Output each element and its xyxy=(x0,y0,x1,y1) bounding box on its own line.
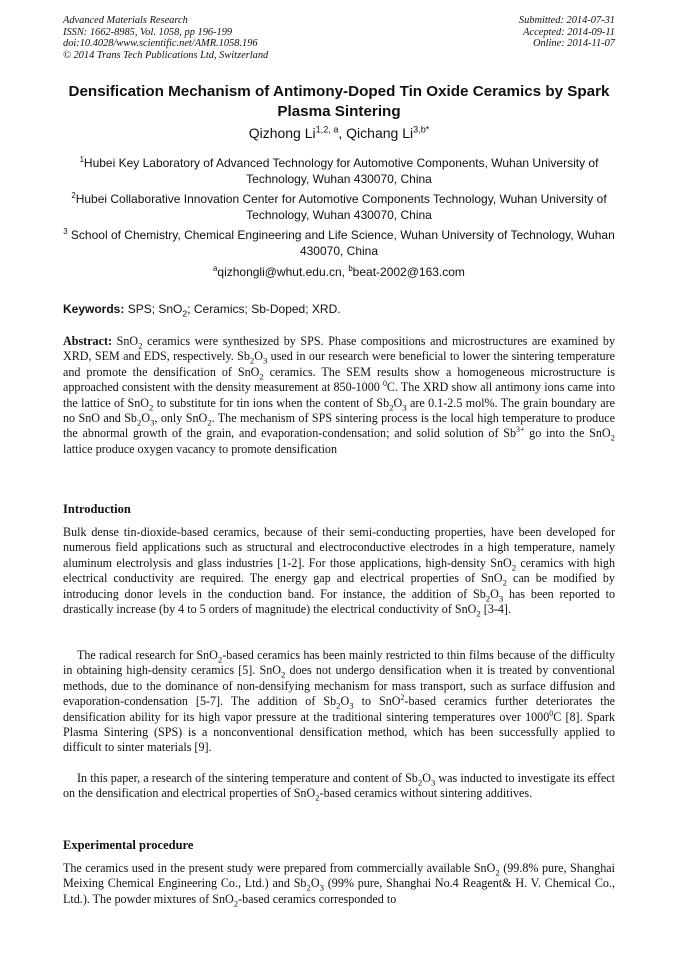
paper-title: Densification Mechanism of Antimony-Doped Tin Oxide Ceramics by Spark Plasma Sintering xyxy=(68,83,610,120)
chem-sub: 2 xyxy=(417,777,423,788)
chem-sup: 2 xyxy=(400,693,405,703)
introduction-paragraph-3 xyxy=(63,771,615,802)
chem-sub: 2 xyxy=(389,402,394,413)
chem-sub: 2 xyxy=(259,371,264,382)
affiliation-2-sup: 2 xyxy=(71,191,76,200)
journal-doi: doi:10.4028/www.scientific.net/AMR.1058.196 xyxy=(63,38,258,50)
chem-sub: 2 xyxy=(315,792,320,803)
journal-name: Advanced Materials Research xyxy=(63,15,188,26)
author-2-sup: 3,b* xyxy=(413,124,430,135)
chem-sub: 2 xyxy=(281,669,286,680)
abstract-frag: C. The XRD show all antimony ions came into the lattice of SnO xyxy=(63,380,615,410)
degree-sup: 0 xyxy=(549,708,554,718)
chem-sub: 2 xyxy=(136,417,142,428)
abstract-frag: SnO xyxy=(112,334,139,348)
author-1-sup: 1,2, a xyxy=(315,124,339,135)
affiliation-1-text: Hubei Key Laboratory of Advanced Technology for Automotive Components, Wuhan University of Technology, Wuhan 430070, China xyxy=(83,156,599,186)
submitted-date: Submitted: 2014-07-31 xyxy=(518,15,615,26)
chem-sub: 2 xyxy=(249,355,255,366)
chem-oxygen: O xyxy=(310,876,320,891)
ion-charge-sup: 3+ xyxy=(516,425,525,435)
exp-frag: -based ceramics corresponded to xyxy=(238,891,397,906)
exp-frag: The ceramics used in the present study were prepared from commercially available SnO xyxy=(63,861,496,875)
chem-oxygen: O xyxy=(490,586,499,601)
online-date: Online: 2014-11-07 xyxy=(532,38,615,50)
accepted-date: Accepted: 2014-09-11 xyxy=(523,26,615,38)
intro-frag: does not undergo densification when it is treated by conventional methods, due to the dominance of non-densifying mechanism for mass transport, such as surface diffusion and evaporation-condensation [5-7]. The addition of Sb xyxy=(63,663,616,709)
keywords-label: Keywords: xyxy=(63,302,125,316)
intro-frag: Bulk dense tin-dioxide-based ceramics, because of their semi-conducting properties, have been developed for numerous field applications such as structural and electroconductive electrodes in a high temperature, namely aluminum electrolysis and glass industries [1-2]. For those applications, high-density SnO xyxy=(63,525,615,570)
chem-sub: 2 xyxy=(476,608,481,619)
chem-sub: 2 xyxy=(233,898,239,909)
email-b-sup: b xyxy=(348,264,353,273)
chem-sub: 2 xyxy=(502,577,507,588)
abstract-label: Abstract: xyxy=(63,334,113,348)
intro-frag: [3-4]. xyxy=(480,602,511,617)
chem-sub: 2 xyxy=(148,402,154,413)
chem-sub: 2 xyxy=(138,340,143,351)
abstract-frag: go into the SnO xyxy=(524,426,611,441)
introduction-heading: Introduction xyxy=(63,502,131,516)
journal-issn: ISSN: 1662-8985, Vol. 1058, pp 196-199 xyxy=(63,26,233,38)
abstract-frag: ceramics. The SEM results show a homogeneous microstructure is approached consistent with the density measurement at 850-1000 xyxy=(63,364,615,395)
intro-frag: ceramics with high electrical conductivity are required. The energy gap and electrical properties of SnO xyxy=(63,555,615,586)
chem-sub: 3 xyxy=(402,402,407,413)
chem-sub: 2 xyxy=(485,593,491,604)
intro-frag: -based ceramics has been mainly restricted to thin films because of the difficulty in obtaining high-density ceramics [5]. SnO xyxy=(63,648,615,678)
chem-sub: 3 xyxy=(150,417,155,428)
chem-oxygen: O xyxy=(393,395,403,410)
email-a: qizhongli@whut.edu.cn xyxy=(217,265,342,279)
affiliation-2 xyxy=(63,192,615,223)
intro-frag: -based ceramics further deteriorates the densification ability for its high vapor pressure at the traditional sintering temperatures over 1000 xyxy=(63,694,615,724)
chem-sub: 2 xyxy=(336,700,341,711)
affiliation-3 xyxy=(63,228,615,259)
author-separator: , xyxy=(338,125,347,141)
chem-oxygen: O xyxy=(141,411,151,426)
abstract-frag: used in our research were beneficial to lower the sintering temperature and promote the densification of SnO xyxy=(63,349,615,379)
chem-oxygen: O xyxy=(340,694,350,709)
chem-sub: 2 xyxy=(217,654,223,665)
intro-frag: has been reported to drastically increase (by 4 to 5 orders of magnitude) the electrical conductivity of SnO xyxy=(63,586,615,617)
journal-header-right xyxy=(519,15,615,50)
intro-frag: -based ceramics without sintering additives. xyxy=(319,786,533,801)
affiliation-1-sup: 1 xyxy=(79,155,84,164)
abstract-frag: lattice produce oxygen vacancy to promote densification xyxy=(63,441,338,456)
author-2-name: Qichang Li xyxy=(346,125,414,141)
intro-frag: C [8]. Spark Plasma Sintering (SPS) is a nonconventional densification method, which has been successfully applied to difficult to sinter materials [9]. xyxy=(63,709,615,755)
intro-frag: The radical research for SnO xyxy=(77,648,218,662)
chem-oxygen: O xyxy=(422,771,431,785)
journal-copyright: © 2014 Trans Tech Publications Ltd, Switzerland xyxy=(63,49,269,61)
chem-sub: 2 xyxy=(511,562,517,573)
author-line xyxy=(63,125,615,141)
affiliation-3-sup: 3 xyxy=(63,227,68,236)
email-b: beat-2002@163.com xyxy=(352,265,465,279)
introduction-paragraph-1 xyxy=(63,525,615,617)
introduction-paragraph-2 xyxy=(63,648,615,756)
chem-sub: 3 xyxy=(430,777,436,788)
chem-sub: 3 xyxy=(319,882,324,893)
author-emails xyxy=(63,265,615,279)
abstract-frag: are 0.1-2.5 mol%. The grain boundary are no SnO and Sb xyxy=(63,395,615,426)
chem-oxygen: O xyxy=(254,349,263,364)
intro-frag: In this paper, a research of the sintering temperature and content of Sb xyxy=(77,771,418,785)
keywords xyxy=(63,302,615,319)
affiliation-2-text: Hubei Collaborative Innovation Center for Automotive Components Technology, Wuhan University of Technology, Wuhan 430070, China xyxy=(75,192,607,222)
affiliation-3-text: School of Chemistry, Chemical Engineering and Life Science, Wuhan University of Technology, Wuhan 430070, China xyxy=(67,228,615,258)
chem-sub: 3 xyxy=(262,355,268,366)
experimental-heading: Experimental procedure xyxy=(63,838,194,852)
chem-sub: 2 xyxy=(207,417,212,428)
degree-sup: 0 xyxy=(382,379,387,389)
author-1-name: Qizhong Li xyxy=(248,125,316,141)
abstract-frag: ceramics were synthesized by SPS. Phase compositions and microstructures are examined by XRD, SEM and EDS, respectively. Sb xyxy=(63,334,615,364)
chem-sub: 3 xyxy=(349,700,354,711)
chem-sub: 3 xyxy=(498,593,504,604)
affiliation-1 xyxy=(63,156,615,187)
keywords-text-2: ; Ceramics; Sb-Doped; XRD. xyxy=(187,302,341,316)
abstract-frag: to substitute for tin ions when the content of Sb xyxy=(153,395,390,410)
email-a-sup: a xyxy=(213,264,218,273)
exp-frag: (99% pure, Shanghai No.4 Reagent& H. V. Chemical Co., Ltd.). The powder mixtures of SnO xyxy=(63,876,615,906)
exp-frag: (99.8% pure, Shanghai Meixing Chemical Engineering Co., Ltd.) and Sb xyxy=(63,861,616,891)
journal-header-left xyxy=(63,15,268,61)
keywords-sub: 2 xyxy=(182,308,188,319)
abstract xyxy=(63,334,615,457)
email-separator: , xyxy=(341,265,349,279)
chem-sub: 2 xyxy=(306,882,311,893)
keywords-text-1: SPS; SnO xyxy=(124,302,183,316)
chem-sub: 2 xyxy=(610,432,615,443)
intro-frag: was inducted to investigate its effect on the densification and electrical properties of SnO xyxy=(63,771,615,801)
intro-frag: to SnO xyxy=(353,694,401,709)
experimental-paragraph-1 xyxy=(63,861,615,907)
intro-frag: can be modified by introducing donor levels in the conduction band. For instance, the addition of Sb xyxy=(63,571,615,601)
abstract-frag: . The mechanism of SPS sintering process is the local high temperature to produce the abnormal growth of the grain, and evaporation-condensation; and solid solution of Sb xyxy=(63,411,616,441)
chem-sub: 2 xyxy=(495,867,500,878)
abstract-frag: , only SnO xyxy=(154,411,208,426)
